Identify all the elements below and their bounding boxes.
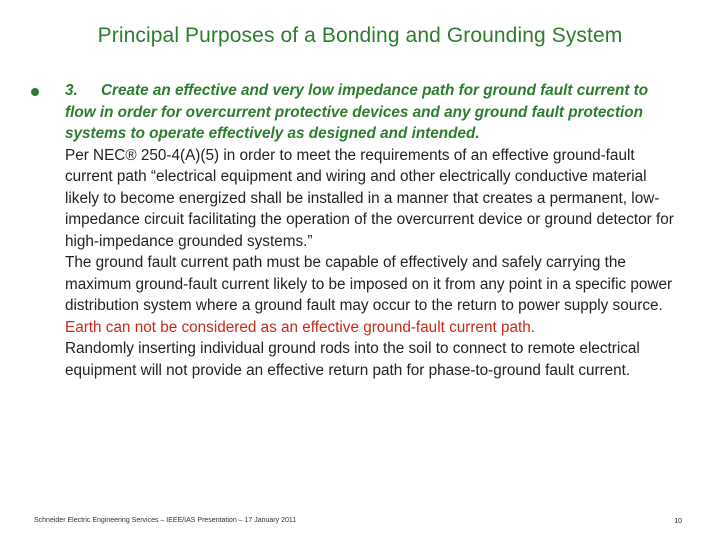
slide-title: Principal Purposes of a Bonding and Grounding System [97, 24, 623, 47]
slide-content [65, 80, 680, 381]
point-text: Create an effective and very low impedance path for ground fault current to flow in order for overcurrent protective devices and any ground fault protection systems to operate effectively as designed and intended. [65, 82, 649, 142]
footer-text: Schneider Electric Engineering Services – IEEE/IAS Presentation – 17 January 2011 [34, 517, 297, 524]
bullet-dot-icon [31, 88, 39, 96]
nec-paragraph: Per NEC® 250-4(A)(5) in order to meet the requirements of an effective ground-fault current path “electrical equipment and wiring and other electrically conductive material likely to become energized shall be installed in a manner that creates a permanent, low-impedance circuit facilitating the operation of the overcurrent device or ground detector for high-impedance grounded systems.” [65, 146, 674, 250]
ground-rods-paragraph: Randomly inserting individual ground rods into the soil to connect to remote electrical equipment will not provide an effective return path for phase-to-ground fault current. [65, 340, 640, 379]
point-paragraph [65, 80, 680, 145]
page-number: 10 [674, 518, 682, 525]
point-number: 3. [65, 82, 78, 99]
capability-paragraph: The ground fault current path must be capable of effectively and safely carrying the maximum ground-fault current likely to be imposed on it from any point in a specific power distribution system where a ground fault may occur to the return to power supply source. [65, 254, 673, 314]
earth-paragraph: Earth can not be considered as an effective ground-fault current path. [65, 318, 535, 336]
